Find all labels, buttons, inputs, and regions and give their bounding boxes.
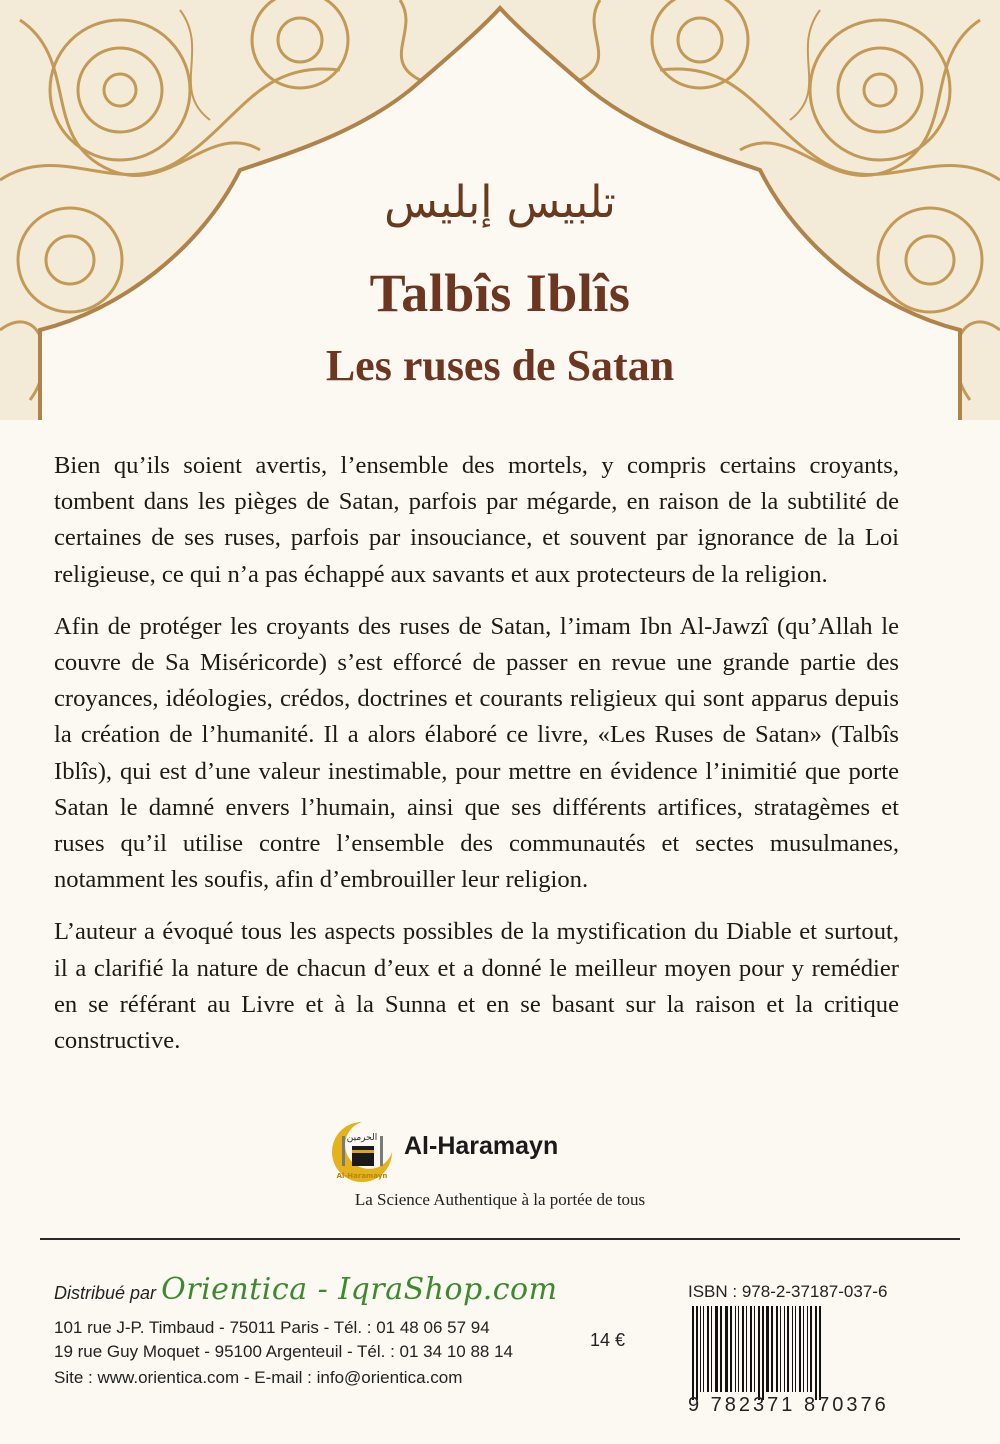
divider-line (40, 1238, 960, 1240)
price-label: 14 € (590, 1330, 626, 1350)
barcode-bar (807, 1306, 808, 1392)
barcode-digits: 9 782371 870376 (688, 1394, 889, 1416)
barcode-bar (776, 1306, 778, 1392)
arabic-calligraphy-title: تلبيس إبليس (384, 177, 616, 228)
blurb-text (54, 448, 899, 1075)
publisher-name: Al-Haramayn (404, 1132, 559, 1160)
barcode-bar (735, 1306, 736, 1392)
barcode-bar (810, 1306, 812, 1392)
address-argenteuil: 19 rue Guy Moquet - 95100 Argenteuil - Tél. : 01 34 10 88 14 (54, 1342, 513, 1361)
kaaba-crescent-logo-icon (328, 1118, 396, 1186)
barcode-bar (707, 1306, 709, 1392)
publisher-block (328, 1118, 708, 1188)
barcode-bar (715, 1306, 718, 1392)
barcode-bar (730, 1306, 732, 1392)
barcode-bar (787, 1306, 789, 1392)
barcode-bar (819, 1306, 821, 1400)
barcode-bar (803, 1306, 804, 1392)
barcode-bar (754, 1306, 755, 1392)
isbn-barcode (688, 1306, 902, 1400)
barcode-bar (750, 1306, 752, 1392)
barcode-bar (700, 1306, 701, 1392)
distributor-label: Distribué par (54, 1283, 157, 1303)
contact-web-email: Site : www.orientica.com - E-mail : info@orientica.com (54, 1368, 463, 1387)
book-title: Talbîs Iblîs (369, 263, 631, 323)
barcode-bar (771, 1306, 773, 1392)
blurb-paragraph-3: L’auteur a évoqué tous les aspects possibles de la mystification du Diable et surtout, il a clarifié la nature de chacun d’eux et a donné le meilleur moyen pour y remédier en se référant au Livre et à la Sunna et en se basant sur la raison et la critique constructive. (54, 918, 899, 1055)
logo-arabic-text: الحرمين (346, 1133, 378, 1143)
barcode-bar (703, 1306, 704, 1392)
barcode-bar (815, 1306, 817, 1400)
barcode-bar (725, 1306, 728, 1392)
publisher-tagline: La Science Authentique à la portée de tous (354, 1190, 646, 1209)
barcode-bar (738, 1306, 739, 1392)
blurb-paragraph-1: Bien qu’ils soient avertis, l’ensemble des mortels, y compris certains croyants, tombent dans les pièges de Satan, parfois par mégarde, en raison de la subtilité de certaines de ses ruses, parfois par insouciance, et souvent par ignorance de la Loi religieuse, ce qui n’a pas échappé aux savants et aux protecteurs de la religion. (54, 452, 899, 588)
barcode-bar (720, 1306, 722, 1392)
barcode-bar (711, 1306, 712, 1392)
book-subtitle: Les ruses de Satan (325, 341, 675, 390)
barcode-bar (784, 1306, 785, 1392)
barcode-bar (742, 1306, 744, 1392)
barcode-bar (766, 1306, 769, 1392)
barcode-bar (795, 1306, 796, 1392)
isbn-label: ISBN : 978-2-37187-037-6 (688, 1282, 888, 1301)
distributor-line (54, 1272, 558, 1312)
barcode-bar (792, 1306, 793, 1392)
barcode-bar (799, 1306, 801, 1392)
barcode-bar (758, 1306, 760, 1400)
address-paris: 101 rue J-P. Timbaud - 75011 Paris - Tél. : 01 48 06 57 94 (54, 1318, 490, 1337)
distributor-brand: Orientica - IqraShop.com (161, 1272, 558, 1307)
logo-latin-text: Al-Haramayn (336, 1172, 388, 1180)
barcode-bar (746, 1306, 747, 1392)
barcode-bar (780, 1306, 781, 1392)
blurb-paragraph-2: Afin de protéger les croyants des ruses de Satan, l’imam Ibn Al-Jawzî (qu’Allah le couvre de Sa Miséricorde) s’est efforcé de passer en revue une grande partie des croyances, idéologies, crédos, doctrines et courants religieux qui sont apparus depuis la création de l’humanité. Il a alors élaboré ce livre, «Les Ruses de Satan» (Talbîs Iblîs), qui est d’une valeur inestimable, pour mettre en évidence l’inimitié que porte Satan le damné envers l’humain, ainsi que ses différents artifices, stratagèmes et ruses qu’il utilise contre l’ensemble des communautés et sectes musulmanes, notamment les soufis, afin d’embrouiller leur religion. (54, 612, 899, 894)
barcode-bar (692, 1306, 694, 1400)
barcode-bar (762, 1306, 764, 1400)
barcode-bar (696, 1306, 698, 1400)
